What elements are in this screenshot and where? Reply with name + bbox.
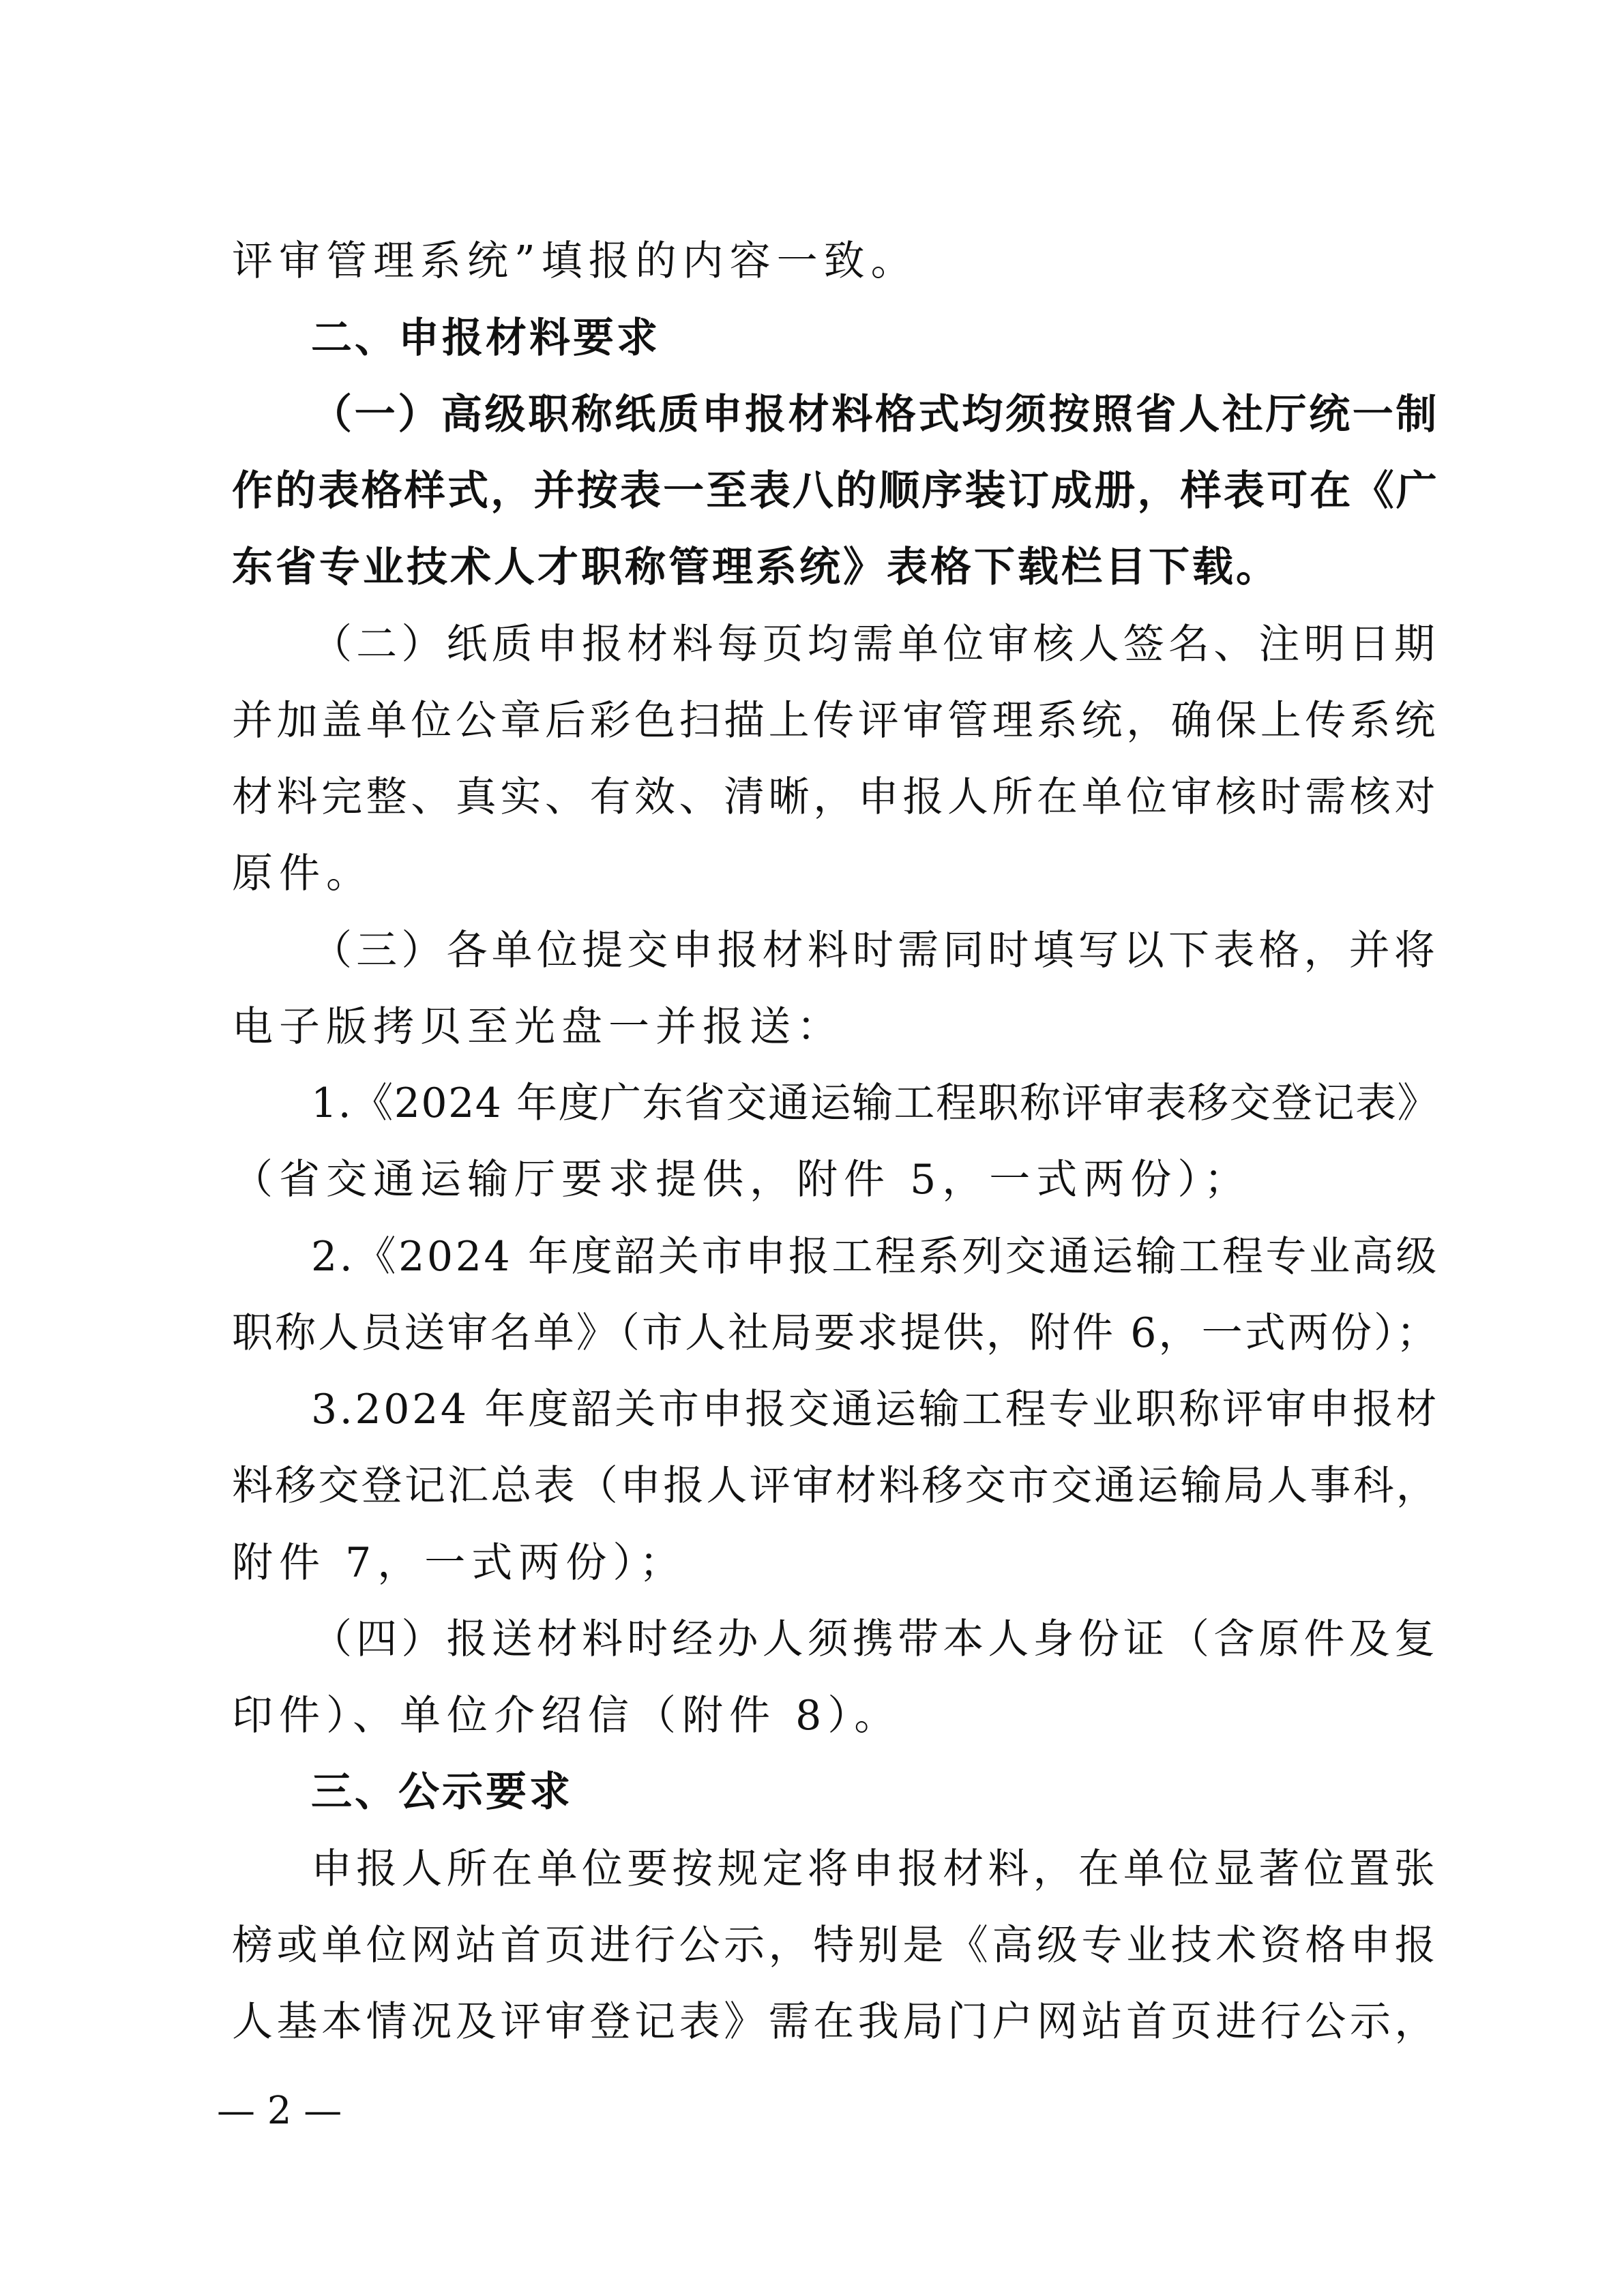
text-line-24: 人基本情况及评审登记表》需在我局门户网站首页进行公示， [232,1998,1439,2046]
text-line-12: 1.《2024 年度广东省交通运输工程职称评审表移交登记表》 [311,1079,1440,1127]
text-line-14: 2.《2024 年度韶关市申报工程系列交通运输工程专业高级 [311,1233,1440,1281]
text-line-17: 料移交登记汇总表（申报人评审材料移交市交通运输局人事科， [232,1462,1439,1510]
text-line-9: 原件。 [232,850,373,897]
text-line-7: 并加盖单位公章后彩色扫描上传评审管理系统，确保上传系统 [232,697,1439,745]
text-line-11: 电子版拷贝至光盘一并报送： [232,1003,844,1051]
text-line-23: 榜或单位网站首页进行公示，特别是《高级专业技术资格申报 [232,1922,1439,1969]
bold-line-5: 东省专业技术人才职称管理系统》表格下载栏目下载。 [232,543,1280,591]
text-line-18: 附件 7，一式两份）； [232,1539,687,1587]
text-line-15: 职称人员送审名单》（市人社局要求提供，附件 6，一式两份）； [232,1309,1440,1357]
text-line-6: （二）纸质申报材料每页均需单位审核人签名、注明日期 [311,621,1439,668]
section-heading-21: 三、公示要求 [311,1768,573,1816]
text-line-16: 3.2024 年度韶关市申报交通运输工程专业职称评审申报材 [311,1386,1440,1433]
text-line-10: （三）各单位提交申报材料时需同时填写以下表格，并将 [311,927,1439,974]
text-line-19: （四）报送材料时经办人须携带本人身份证（含原件及复 [311,1615,1439,1663]
text-line-8: 材料完整、真实、有效、清晰，申报人所在单位审核时需核对 [232,773,1439,821]
text-line-1: 评审管理系统”填报的内容一致。 [232,237,918,285]
bold-line-4: 作的表格样式，并按表一至表八的顺序装订成册，样表可在《广 [232,467,1439,515]
text-line-13: （省交通运输厅要求提供，附件 5，一式两份）； [232,1156,1252,1204]
bold-line-3: （一）高级职称纸质申报材料格式均须按照省人社厅统一制 [311,391,1439,438]
section-heading-2: 二、申报材料要求 [311,314,660,362]
text-line-20: 印件）、单位介绍信（附件 8）。 [232,1692,902,1740]
text-line-22: 申报人所在单位要按规定将申报材料，在单位显著位置张 [311,1845,1439,1893]
page-number: — 2 — [217,2089,342,2133]
